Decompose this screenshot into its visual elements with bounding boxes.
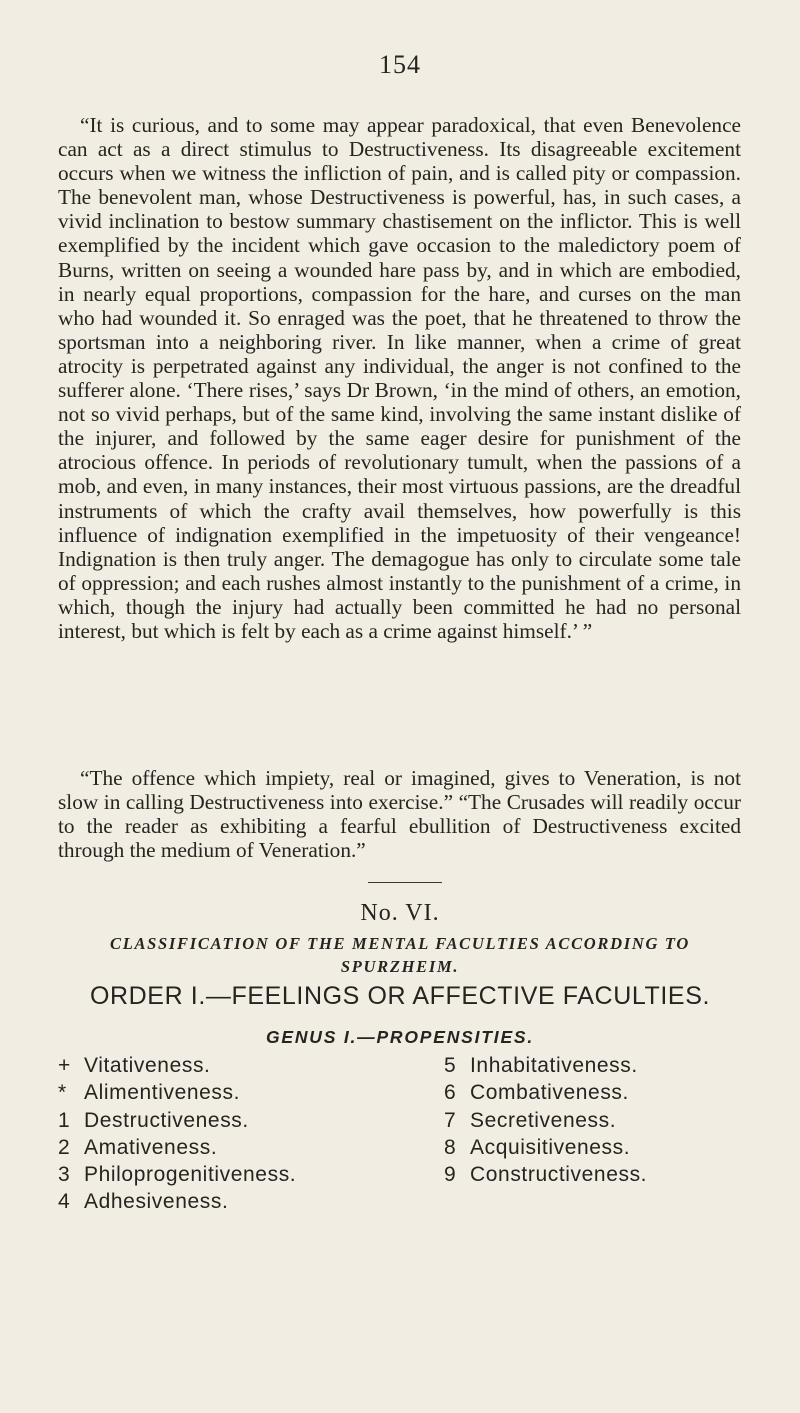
faculty-number: 7 [444,1108,457,1132]
section-number: No. VI. [360,900,440,926]
faculty-name: Acquisitiveness. [470,1135,631,1159]
faculty-item [58,1161,296,1188]
faculty-item [58,1188,296,1215]
faculty-name: Adhesiveness. [84,1190,229,1214]
section-divider [368,882,442,883]
quote-paragraph: “The offence which impiety, real or imagined, gives to Veneration, is not slow in calling Destructiveness into exercise.” “The Crusades will readily occur to the reader as exhibiting a fearful ebullition of Destructiveness excited through the medium of Veneration.” [58,766,741,863]
faculty-name: Destructiveness. [84,1108,249,1132]
faculty-name: Secretiveness. [470,1108,617,1132]
faculty-number: * [58,1081,67,1105]
faculty-item [58,1079,296,1106]
faculty-name: Constructiveness. [470,1163,648,1187]
faculty-item [444,1161,647,1188]
classification-heading: CLASSIFICATION OF THE MENTAL FACULTIES ACCORDING TO SPURZHEIM. [109,934,691,976]
faculties-list-left [58,1052,296,1216]
faculty-item [58,1107,296,1134]
faculty-name: Combativeness. [470,1081,629,1105]
faculty-number: 1 [58,1108,71,1132]
faculty-name: Alimentiveness. [84,1081,241,1105]
faculty-number: 2 [58,1135,71,1159]
faculty-item [58,1134,296,1161]
page-number: 154 [379,50,421,79]
faculty-item [58,1052,296,1079]
faculty-number: 5 [444,1054,457,1077]
faculty-item [444,1134,647,1161]
faculty-number: 9 [444,1163,457,1187]
faculty-name: Vitativeness. [84,1054,211,1077]
faculty-number: 6 [444,1081,457,1105]
faculty-number: 4 [58,1190,71,1214]
faculty-name: Amativeness. [84,1135,218,1159]
faculties-list-right [444,1052,647,1188]
order-heading: ORDER I.—FEELINGS OR AFFECTIVE FACULTIES. [89,982,711,1010]
faculty-item [444,1052,647,1079]
faculty-number: 3 [58,1163,71,1187]
faculty-number: + [58,1054,71,1077]
quote-paragraph: “It is curious, and to some may appear paradoxical, that even Benevolence can act as a direct stimulus to Destructiveness. Its disagreeable excitement occurs when we witness the infliction of pain, and is called pity or compassion. The benevolent man, whose Destructiveness is powerful, has, in such cases, a vivid inclination to bestow summary chastisement on the inflictor. This is well exemplified by the incident which gave occasion to the maledictory poem of Burns, written on seeing a wounded hare pass by, and in which are embodied, in nearly equal proportions, compassion for the hare, and curses on the man who had wounded it. So enraged was the poet, that he threatened to throw the sportsman into a neighboring river. In like manner, when a crime of great atrocity is perpetrated against any individual, the anger is not confined to the sufferer alone. ‘There rises,’ says Dr Brown, ‘in the mind of others, an emotion, not so vivid perhaps, but of the same kind, involving the same instant dislike of the injurer, and followed by the same eager desire for punishment of the atrocious offence. In periods of revolutionary tumult, when the passions of a mob, and even, in many instances, their most virtuous passions, are the dreadful instruments of which the crafty avail themselves, how powerfully is this influence of indignation exemplified in the impetuosity of their vengeance! Indignation is then truly anger. The demagogue has only to circulate some tale of oppression; and each rushes almost instantly to the punishment of a crime, in which, though the injury had actually been committed he had no personal interest, but which is felt by each as a crime against himself.’ ” [58,113,741,643]
faculty-item [444,1107,647,1134]
faculty-name: Inhabitativeness. [470,1054,638,1077]
faculty-number: 8 [444,1135,457,1159]
genus-heading: GENUS I.—PROPENSITIES. [265,1027,535,1047]
faculty-name: Philoprogenitiveness. [84,1163,297,1187]
faculty-item [444,1079,647,1106]
